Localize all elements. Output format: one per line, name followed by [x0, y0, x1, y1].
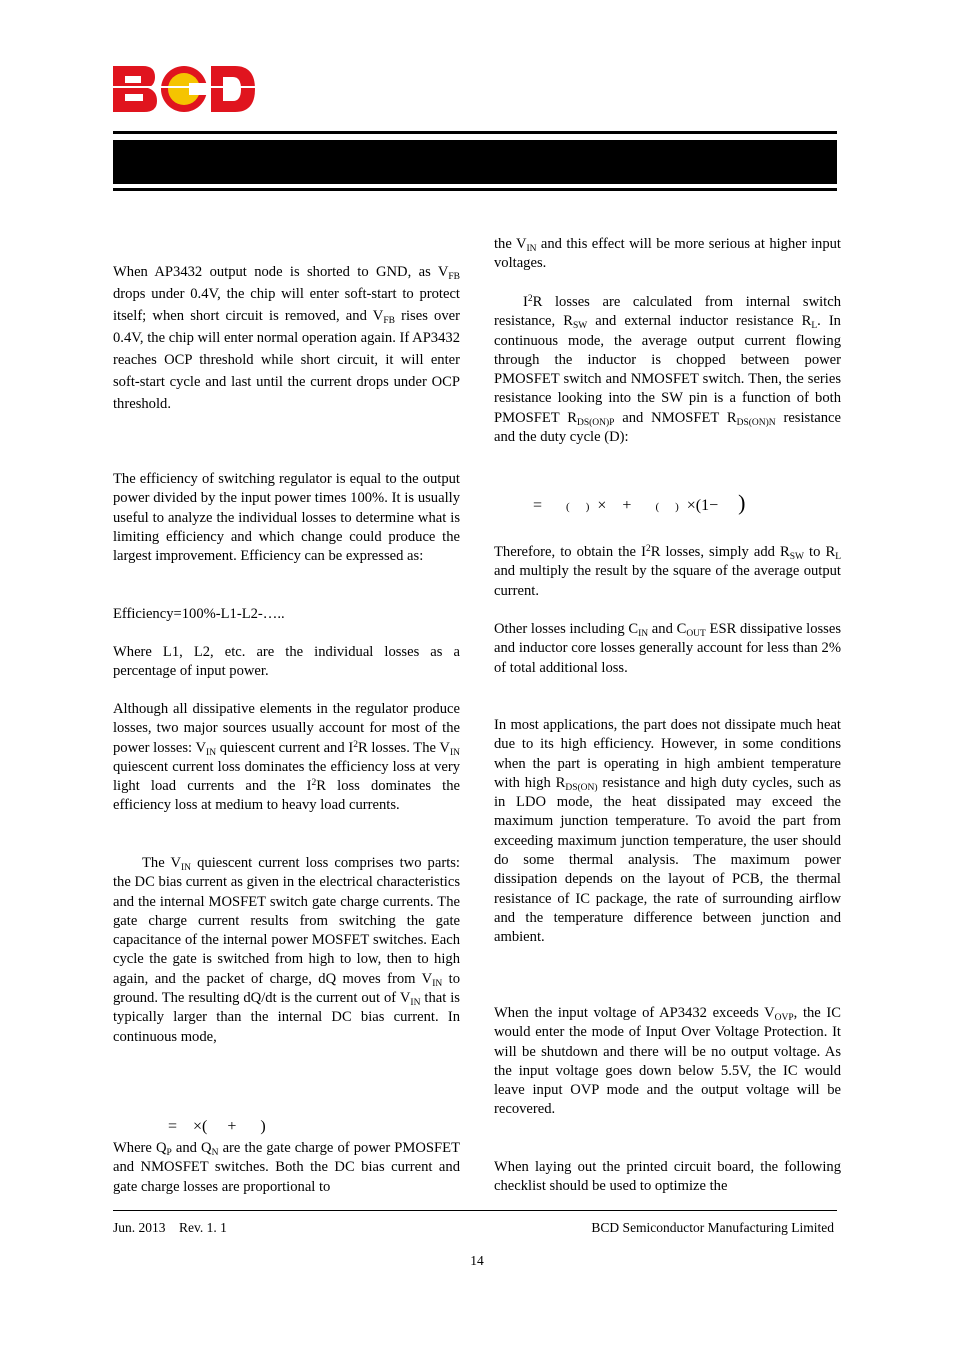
header-rule-top: [113, 131, 837, 134]
right-paragraph-thermal: In most applications, the part does not dissipate much heat due to its high efficiency. However, in some conditions when the part is operating in high ambient temperature with high $R_{DS(ON)}$ resistance and high duty cycles, such as in LDO mode, the heat dissipated may exceed the maximum junction temperature. To avoid the part from exceeding maximum junction temperature, the user should do some thermal analysis. The maximum power dissipation depends on the layout of PCB, the thermal resistance of IC package, the rate of surrounding airflow and the temperature difference between junction and ambient.: [494, 717, 841, 946]
right-paragraph-vin: the $V_{IN}$ and this effect will be more serious at higher input voltages.: [494, 236, 841, 272]
right-paragraph-ovp: When the input voltage of AP3432 exceeds $V_{OVP}$, the IC would enter the mode of Input Over Voltage Protection. It will be shutdown and there will be no output voltage. As the input voltage goes down below 5.5V, the IC would leave input OVP mode and the output voltage will be recovered.: [494, 1005, 841, 1118]
footer-company: BCD Semiconductor Manufacturing Limited: [591, 1220, 834, 1235]
page-number: 14: [470, 1253, 484, 1268]
right-paragraph-pcb-layout: When laying out the printed circuit board, the following checklist should be used to optimize the: [494, 1159, 841, 1195]
left-efficiency-formula: Efficiency=100%-L1-L2-…..: [113, 606, 285, 622]
right-paragraph-i2r: $I^2R$ losses are calculated from internal switch resistance, $R_{SW}$ and external inductor resistance $R_L$. In continuous mode, the average output current flowing through the inductor is chopped between power PMOSFET switch and NMOSFET switch. Then, the series resistance looking into the SW pin is a function of both PMOSFET $R_{DS(ON)P}$ and NMOSFET $R_{DS(ON)N}$ resistance and the duty cycle (D):: [494, 294, 841, 446]
bcd-logo-graphic: [113, 64, 255, 114]
right-paragraph-other-losses: Other losses including $C_{IN}$ and $C_{OUT}$ ESR dissipative losses and inductor core losses generally account for less than 2% of total additional loss.: [494, 621, 842, 676]
left-paragraph-efficiency: The efficiency of switching regulator is equal to the output power divided by the input power times 100%. It is usually useful to analyze the individual losses to determine what is limiting efficiency and which change could produce the largest improvement. Efficiency can be expressed as:: [113, 471, 460, 565]
right-equation-rsw: = ( ) × + ( ) ×(1− ): [533, 490, 746, 515]
right-paragraph-therefore: Therefore, to obtain the $I^2R$ losses, simply add $R_{SW}$ to $R_L$ and multiply the result by the square of the average output current.: [494, 544, 842, 599]
header-banner: [113, 140, 837, 184]
left-paragraph-short-circuit: When AP3432 output node is shorted to GND, as $V_{FB}$ drops under 0.4V, the chip will enter soft-start to protect itself; when short circuit is removed, and $V_{FB}$ rises over 0.4V, the chip will enter normal operation again. If AP3432 reaches OCP threshold while short circuit, it will enter soft-start cycle and last until the current drops under OCP threshold.: [113, 264, 460, 412]
footer-rule: [113, 1210, 837, 1211]
bcd-logo: [113, 64, 255, 114]
left-paragraph-losses: Where L1, L2, etc. are the individual losses as a percentage of input power.: [113, 644, 460, 680]
left-paragraph-dissipative: Although all dissipative elements in the regulator produce losses, two major sources usually account for most of the power losses: $V_{IN}$ quiescent current and $I^2R$ losses. The $V_{IN}$ quiescent current loss dominates the efficiency loss at very light load currents and the $I^2R$ loss dominates the efficiency loss at medium to heavy load currents.: [113, 701, 460, 814]
left-paragraph-quiescent: The $V_{IN}$ quiescent current loss comprises two parts: the DC bias current as given in the electrical characteristics and the internal MOSFET switch gate charge currents. The gate charge current results from switching the gate capacitance of the internal power MOSFET switches. Each cycle the gate is switched from high to low, then to high again, and the packet of charge, dQ moves from $V_{IN}$ to ground. The resulting dQ/dt is the current out of $V_{IN}$ that is typically larger than the internal DC bias current. In continuous mode,: [113, 855, 461, 1045]
left-equation-gate-charge: = ×( + ): [168, 1118, 266, 1135]
footer-date-revision: Jun. 2013 Rev. 1. 1: [113, 1220, 227, 1235]
header-rule-bottom: [113, 188, 837, 191]
left-paragraph-gate-charge: Where $Q_P$ and $Q_N$ are the gate charge of power PMOSFET and NMOSFET switches. Both the DC bias current and gate charge losses are proportional to: [113, 1140, 460, 1195]
